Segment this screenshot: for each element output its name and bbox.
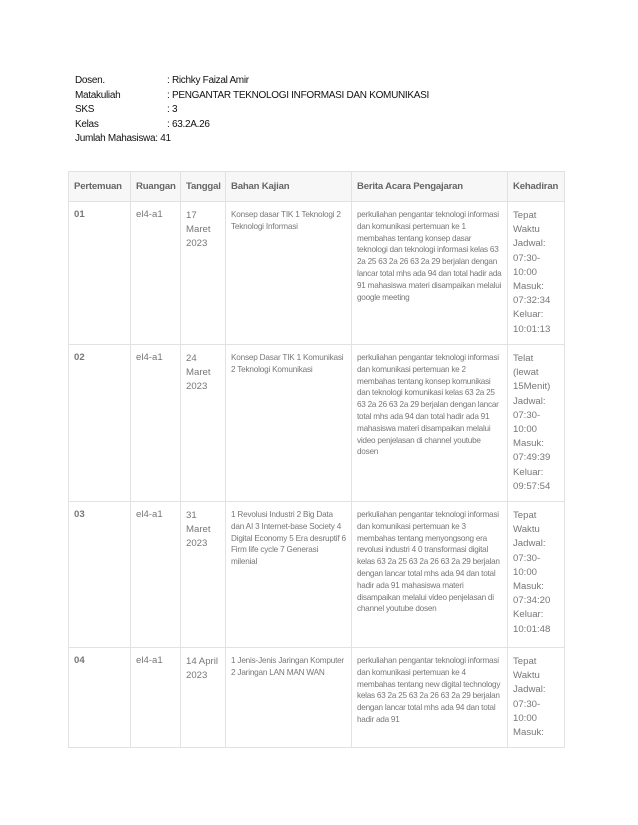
header-berita-acara: Berita Acara Pengajaran — [352, 172, 508, 202]
matakuliah-value: : PENGANTAR TEKNOLOGI INFORMASI DAN KOMUNIKASI — [167, 89, 429, 101]
kelas-label: Kelas — [75, 118, 99, 130]
cell-pertemuan: 01 — [69, 202, 131, 345]
header-row — [69, 172, 565, 202]
cell-bahan-kajian: Konsep Dasar TIK 1 Komunikasi 2 Teknologi Komunikasi — [226, 345, 352, 502]
matakuliah-label: Matakuliah — [75, 89, 121, 101]
cell-pertemuan: 02 — [69, 345, 131, 502]
course-info — [75, 74, 429, 147]
cell-berita-acara: perkuliahan pengantar teknologi informasi dan komunikasi pertemuan ke 2 membahas tentang konsep komunikasi dan teknologi komunikasi kelas 63 2a 25 63 2a 26 63 2a 29 berjalan dengan lancar total mhs ada 94 dan total hadir ada 91 mahasiswa materi disampaikan melalui video penjelasan di channel youtube dosen — [352, 345, 508, 502]
info-row-dosen — [75, 74, 429, 89]
cell-berita-acara: perkuliahan pengantar teknologi informasi dan komunikasi pertemuan ke 1 membahas tentang konsep dasar teknologi dan teknologi informasi kelas 63 2a 25 63 2a 26 63 2a 29 berjalan dengan lancar total mhs ada 94 dan total hadir ada 91 mahasiswa materi disampaikan melalui google meeting — [352, 202, 508, 345]
dosen-label: Dosen. — [75, 75, 105, 86]
cell-berita-acara: perkuliahan pengantar teknologi informasi dan komunikasi pertemuan ke 4 membahas tentang new digital technology kelas 63 2a 25 63 2a 26 63 2a 29 berjalan dengan lancar total mhs ada 94 dan total hadir ada 91 — [352, 648, 508, 748]
table-row — [69, 648, 565, 748]
cell-ruangan: el4-a1 — [131, 202, 181, 345]
cell-tanggal: 17 Maret 2023 — [181, 202, 226, 345]
table-row — [69, 502, 565, 648]
cell-kehadiran: Tepat Waktu Jadwal: 07:30-10:00 Masuk: — [508, 648, 565, 748]
header-tanggal: Tanggal — [181, 172, 226, 202]
sks-value: : 3 — [167, 104, 178, 115]
cell-bahan-kajian: 1 Jenis-Jenis Jaringan Komputer 2 Jaringan LAN MAN WAN — [226, 648, 352, 748]
cell-tanggal: 24 Maret 2023 — [181, 345, 226, 502]
jumlah-label: Jumlah Mahasiswa — [75, 133, 156, 144]
info-row-sks — [75, 103, 429, 118]
cell-kehadiran: Telat (lewat 15Menit) Jadwal: 07:30-10:00 Masuk: 07:49:39 Keluar: 09:57:54 — [508, 345, 565, 502]
cell-ruangan: el4-a1 — [131, 345, 181, 502]
cell-berita-acara: perkuliahan pengantar teknologi informasi dan komunikasi pertemuan ke 3 membahas tentang menyongsong era revolusi industri 4 0 transformasi digital kelas 63 2a 25 63 2a 26 63 2a 29 berjalan dengan lancar total mhs ada 94 dan total hadir ada 91 mahasiswa materi disampaikan melalui video penjelasan di channel youtube dosen — [352, 502, 508, 648]
cell-kehadiran: Tepat Waktu Jadwal: 07:30-10:00 Masuk: 07:34:20 Keluar: 10:01:48 — [508, 502, 565, 648]
cell-ruangan: el4-a1 — [131, 502, 181, 648]
cell-bahan-kajian: 1 Revolusi Industri 2 Big Data dan AI 3 Internet-base Society 4 Digital Economy 5 Era desruptif 6 Firm life cycle 7 Generasi milenial — [226, 502, 352, 648]
header-ruangan: Ruangan — [131, 172, 181, 202]
header-bahan-kajian: Bahan Kajian — [226, 172, 352, 202]
attendance-table — [68, 171, 565, 748]
sks-label: SKS — [75, 104, 95, 115]
table-header — [69, 172, 565, 202]
cell-ruangan: el4-a1 — [131, 648, 181, 748]
cell-bahan-kajian: Konsep dasar TIK 1 Teknologi 2 Teknologi Informasi — [226, 202, 352, 345]
cell-pertemuan: 03 — [69, 502, 131, 648]
info-row-matakuliah — [75, 89, 429, 104]
dosen-value: : Richky Faizal Amir — [167, 75, 249, 86]
header-kehadiran: Kehadiran — [508, 172, 565, 202]
cell-tanggal: 14 April 2023 — [181, 648, 226, 748]
jumlah-value: : 41 — [155, 133, 171, 144]
table-body — [69, 202, 565, 748]
cell-kehadiran: Tepat Waktu Jadwal: 07:30-10:00 Masuk: 07:32:34 Keluar: 10:01:13 — [508, 202, 565, 345]
cell-pertemuan: 04 — [69, 648, 131, 748]
table-row — [69, 345, 565, 502]
header-pertemuan: Pertemuan — [69, 172, 131, 202]
table-row — [69, 202, 565, 345]
info-row-jumlah — [75, 132, 429, 147]
kelas-value: : 63.2A.26 — [167, 118, 210, 130]
info-row-kelas — [75, 118, 429, 133]
cell-tanggal: 31 Maret 2023 — [181, 502, 226, 648]
